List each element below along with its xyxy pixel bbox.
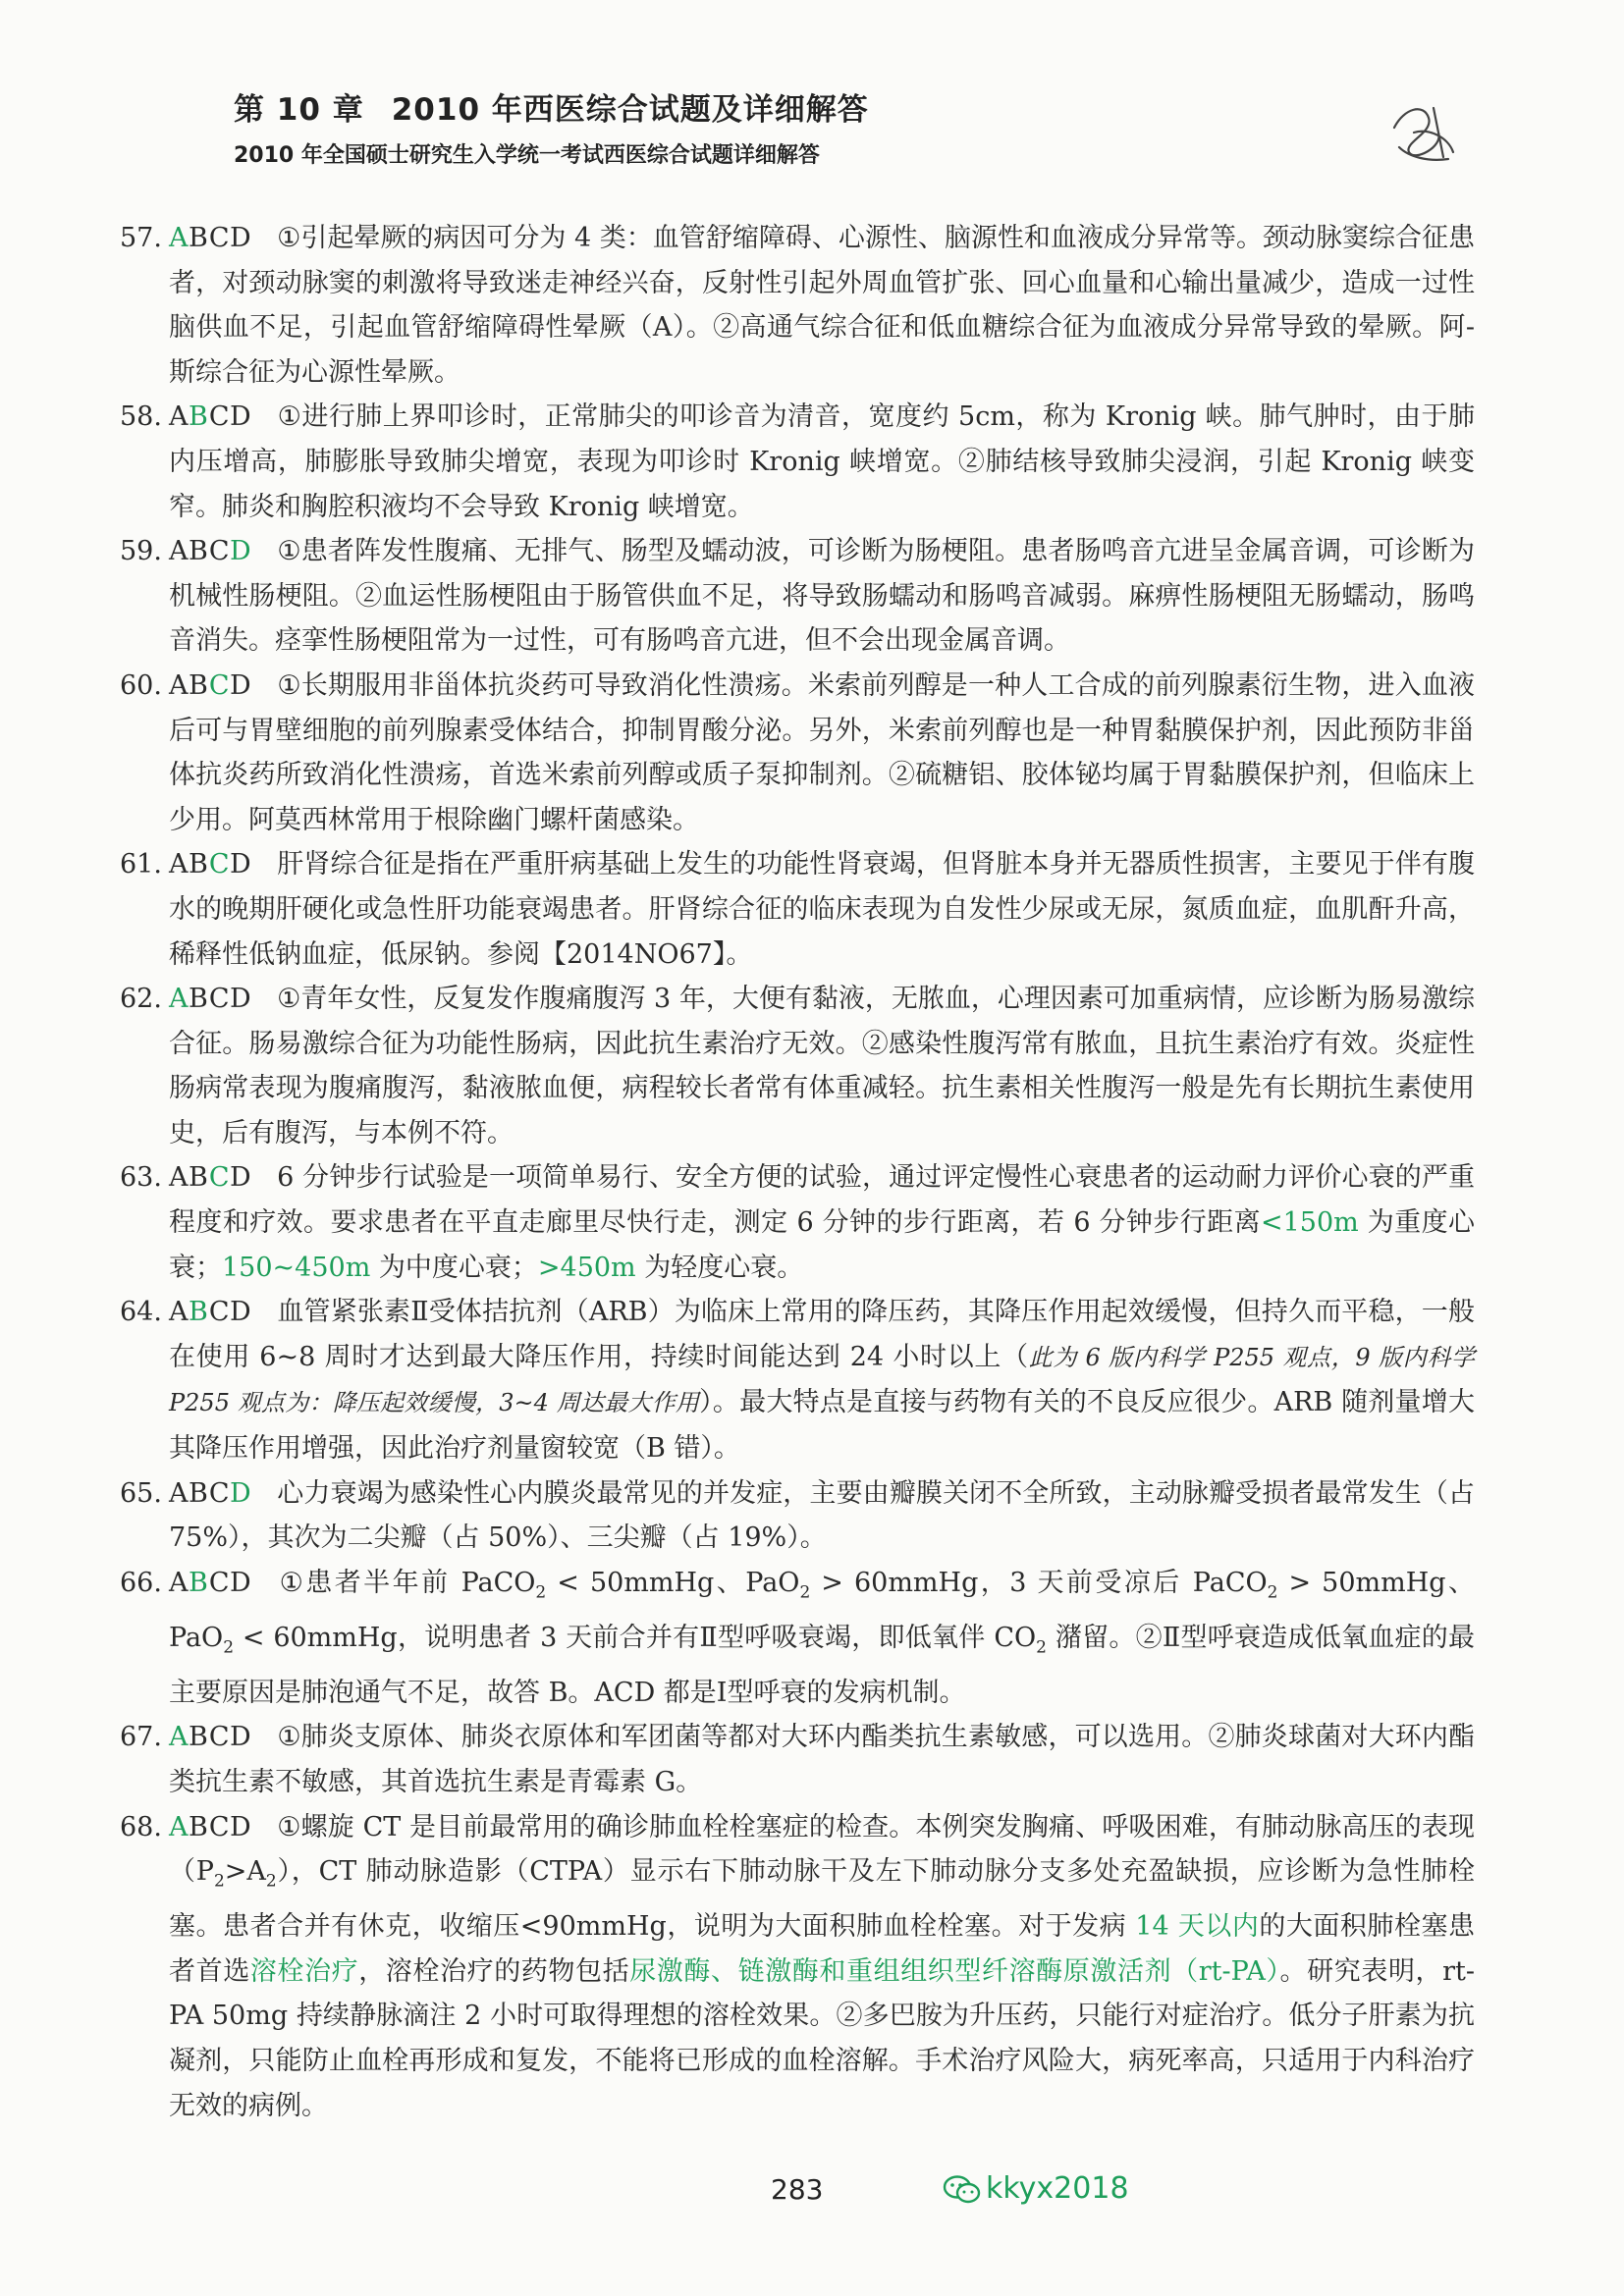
answer-options: ABCD	[169, 536, 252, 567]
question-58	[120, 395, 1475, 529]
page-number: 283	[771, 2173, 824, 2206]
question-number: 57.	[120, 223, 162, 253]
subscript: 2	[223, 1637, 235, 1658]
chapter-name: 2010 年西医综合试题及详细解答	[391, 92, 869, 128]
explanation: ，溶栓治疗的药物包括	[358, 1955, 630, 1987]
handwritten-signature	[1375, 88, 1463, 177]
watermark	[943, 2171, 1129, 2207]
explanation: ①长期服用非甾体抗炎药可导致消化性溃疡。米索前列醇是一种人工合成的前列腺素衍生物，进入血液后可与胃壁细胞的前列腺素受体结合，抑制胃酸分泌。另外，米索前列醇也是一种胃黏膜保护剂，因此预防非甾体抗炎药所致消化性溃疡，首选米索前列醇或质子泵抑制剂。②硫糖铝、胶体铋均属于胃黏膜保护剂，但临床上少用。阿莫西林常用于根除幽门螺杆菌感染。	[169, 669, 1475, 835]
explanation: < 60mmHg，说明患者 3 天前合并有Ⅱ型呼吸衰竭，即低氧伴 CO	[234, 1622, 1037, 1653]
highlight-14-days: 14 天以内	[1126, 1911, 1260, 1943]
explanation: 潴留。②Ⅱ型呼衰造成低氧血症的最主要原因是肺泡通气不足，故答 B。ACD 都是Ⅰ型呼衰的发病机制。	[169, 1622, 1475, 1708]
answer-options: ABCD	[169, 984, 252, 1015]
question-number: 66.	[120, 1567, 162, 1598]
subscript: 2	[1036, 1637, 1047, 1658]
answer-options: ABCD	[169, 1722, 252, 1753]
question-60	[120, 664, 1475, 842]
answer-options: ABCD	[169, 1297, 252, 1328]
explanation: ①引起晕厥的病因可分为 4 类：血管舒缩障碍、心源性、脑源性和血液成分异常等。颈动脉窦综合征患者，对颈动脉窦的刺激将导致迷走神经兴奋，反射性引起外周血管扩张、回心血量和心输出量减少，造成一过性脑供血不足，引起血管舒缩障碍性晕厥（A）。②高通气综合征和低血糖综合征为血液成分异常导致的晕厥。阿-斯综合征为心源性晕厥。	[169, 223, 1475, 388]
question-61	[120, 842, 1475, 977]
question-number: 61.	[120, 849, 162, 881]
explanation: ①青年女性，反复发作腹痛腹泻 3 年，大便有黏液，无脓血，心理因素可加重病情，应诊断为肠易激综合征。肠易激综合征为功能性肠病，因此抗生素治疗无效。②感染性腹泻常有脓血，且抗生素治疗有效。炎症性肠病常表现为腹痛腹泻，黏液脓血便，病程较长者常有体重减轻。抗生素相关性腹泻一般是先有长期抗生素使用史，后有腹泻，与本例不符。	[169, 984, 1475, 1148]
explanation: 的大面积肺栓塞患者首选	[169, 1911, 1475, 1987]
explanation: ①进行肺上界叩诊时，正常肺尖的叩诊音为清音，宽度约 5cm，称为 Kronig 峡。肺气肿时，由于肺内压增高，肺膨胀导致肺尖增宽，表现为叩诊时 Kronig 峡增宽。②肺结核导致肺尖浸润，引起 Kronig 峡变窄。肺炎和胸腔积液均不会导致 Kronig 峡增宽。	[169, 401, 1475, 522]
question-number: 62.	[120, 984, 162, 1015]
explanation: ），CT 肺动脉造影（CTPA）显示右下肺动脉干及左下肺动脉分支多处充盈缺损，应诊断为急性肺栓塞。患者合并有休克，收缩压<90mmHg，说明为大面积肺血栓栓塞。对于发病	[169, 1856, 1475, 1943]
explanation: ①肺炎支原体、肺炎衣原体和军团菌等都对大环内酯类抗生素敏感，可以选用。②肺炎球菌对大环内酯类抗生素不敏感，其首选抗生素是青霉素 G。	[169, 1722, 1475, 1797]
explanation: 肝肾综合征是指在严重肝病基础上发生的功能性肾衰竭，但肾脏本身并无器质性损害，主要见于伴有腹水的晚期肝硬化或急性肝功能衰竭患者。肝肾综合征的临床表现为自发性少尿或无尿，氮质血症，血肌酐升高，稀释性低钠血症，低尿钠。参阅【2014NO67】。	[169, 849, 1475, 970]
answer-options: ABCD	[169, 1811, 252, 1842]
explanation: ）。最大特点是直接与药物有关的不良反应很少。ARB 随剂量增大其降压作用增强，因此治疗剂量窗较宽（B 错）。	[169, 1387, 1475, 1465]
answer-options: ABCD	[169, 849, 252, 881]
subscript: 2	[799, 1582, 811, 1603]
question-66	[120, 1561, 1475, 1716]
highlight-thrombolysis: 溶栓治疗	[249, 1955, 359, 1987]
question-number: 63.	[120, 1162, 162, 1194]
question-64	[120, 1290, 1475, 1470]
explanation: 血管紧张素Ⅱ受体拮抗剂（ARB）为临床上常用的降压药，其降压作用起效缓慢，但持久而平稳，一般在使用 6~8 周时才达到最大降压作用，持续时间能达到 24 小时以上（	[169, 1297, 1475, 1372]
subscript: 2	[1267, 1582, 1278, 1603]
question-number: 59.	[120, 536, 162, 567]
chapter-subtitle: 2010 年全国硕士研究生入学统一考试西医综合试题详细解答	[234, 143, 820, 168]
question-number: 60.	[120, 669, 162, 701]
answer-options: ABCD	[169, 401, 252, 433]
question-number: 67.	[120, 1722, 162, 1753]
question-62	[120, 977, 1475, 1155]
explanation: < 50mmHg、PaO	[546, 1567, 800, 1598]
highlight-drugs: 尿激酶、链激酶和重组组织型纤溶酶原激活剂（rt-PA）	[629, 1955, 1280, 1987]
watermark-text: kkyx2018	[986, 2171, 1129, 2206]
explanation: 为重度心衰；	[169, 1207, 1475, 1283]
explanation: ①患者阵发性腹痛、无排气、肠型及蠕动波，可诊断为肠梗阻。患者肠鸣音亢进呈金属音调，可诊断为机械性肠梗阻。②血运性肠梗阻由于肠管供血不足，将导致肠蠕动和肠鸣音减弱。麻痹性肠梗阻无肠蠕动，肠鸣音消失。痉挛性肠梗阻常为一过性，可有肠鸣音亢进，但不会出现金属音调。	[169, 536, 1475, 657]
subscript: 2	[213, 1871, 225, 1892]
explanation: > 50mmHg、PaO	[169, 1567, 1475, 1653]
explanation: 为轻度心衰。	[635, 1252, 804, 1283]
question-number: 58.	[120, 401, 162, 433]
page-header	[234, 84, 869, 169]
explanation: ①患者半年前 PaCO	[277, 1567, 536, 1598]
answer-options: ABCD	[169, 1162, 252, 1194]
answer-options: ABCD	[169, 1567, 252, 1598]
question-59	[120, 529, 1475, 664]
question-57	[120, 216, 1475, 395]
question-68	[120, 1805, 1475, 2129]
wechat-icon	[943, 2173, 982, 2207]
highlight-severe: <150m	[1261, 1207, 1359, 1239]
chapter-label: 第 10 章	[234, 92, 364, 128]
question-63	[120, 1155, 1475, 1290]
question-number: 68.	[120, 1811, 162, 1842]
question-67	[120, 1715, 1475, 1804]
highlight-mild: >450m	[537, 1252, 636, 1283]
explanation: 6 分钟步行试验是一项简单易行、安全方便的试验，通过评定慢性心衰患者的运动耐力评价心衰的严重程度和疗效。要求患者在平直走廊里尽快行走，测定 6 分钟的步行距离，若 6 分钟步行距离	[169, 1162, 1475, 1239]
edition-note: 此为 6 版内科学 P255 观点，9 版内科学 P255 观点为：降压起效缓慢，3~4 周达最大作用	[169, 1343, 1475, 1417]
question-65	[120, 1471, 1475, 1561]
highlight-moderate: 150~450m	[222, 1252, 371, 1283]
page-footer	[0, 2173, 1624, 2213]
explanation: ①螺旋 CT 是目前最常用的确诊肺血栓栓塞症的检查。本例突发胸痛、呼吸困难，有肺动脉高压的表现（P	[169, 1811, 1475, 1888]
question-number: 65.	[120, 1477, 162, 1509]
explanation: > 60mmHg，3 天前受凉后 PaCO	[810, 1567, 1268, 1598]
explanation: 为中度心衰；	[370, 1252, 538, 1283]
explanation: >A	[224, 1856, 266, 1888]
answer-list	[120, 216, 1475, 2128]
explanation: 心力衰竭为感染性心内膜炎最常见的并发症，主要由瓣膜关闭不全所致，主动脉瓣受损者最常发生（占 75%），其次为二尖瓣（占 50%）、三尖瓣（占 19%）。	[169, 1477, 1475, 1554]
explanation: 。研究表明，rt-PA 50mg 持续静脉滴注 2 小时可取得理想的溶栓效果。②多巴胺为升压药，只能行对症治疗。低分子肝素为抗凝剂，只能防止血栓再形成和复发，不能将已形成的血栓溶解。手术治疗风险大，病死率高，只适用于内科治疗无效的病例。	[169, 1955, 1476, 2121]
question-number: 64.	[120, 1297, 162, 1328]
answer-options: ABCD	[169, 223, 252, 253]
subscript: 2	[535, 1582, 547, 1603]
chapter-title	[234, 84, 869, 129]
answer-options: ABCD	[169, 1477, 252, 1509]
subscript: 2	[265, 1871, 277, 1892]
answer-options: ABCD	[169, 669, 252, 701]
